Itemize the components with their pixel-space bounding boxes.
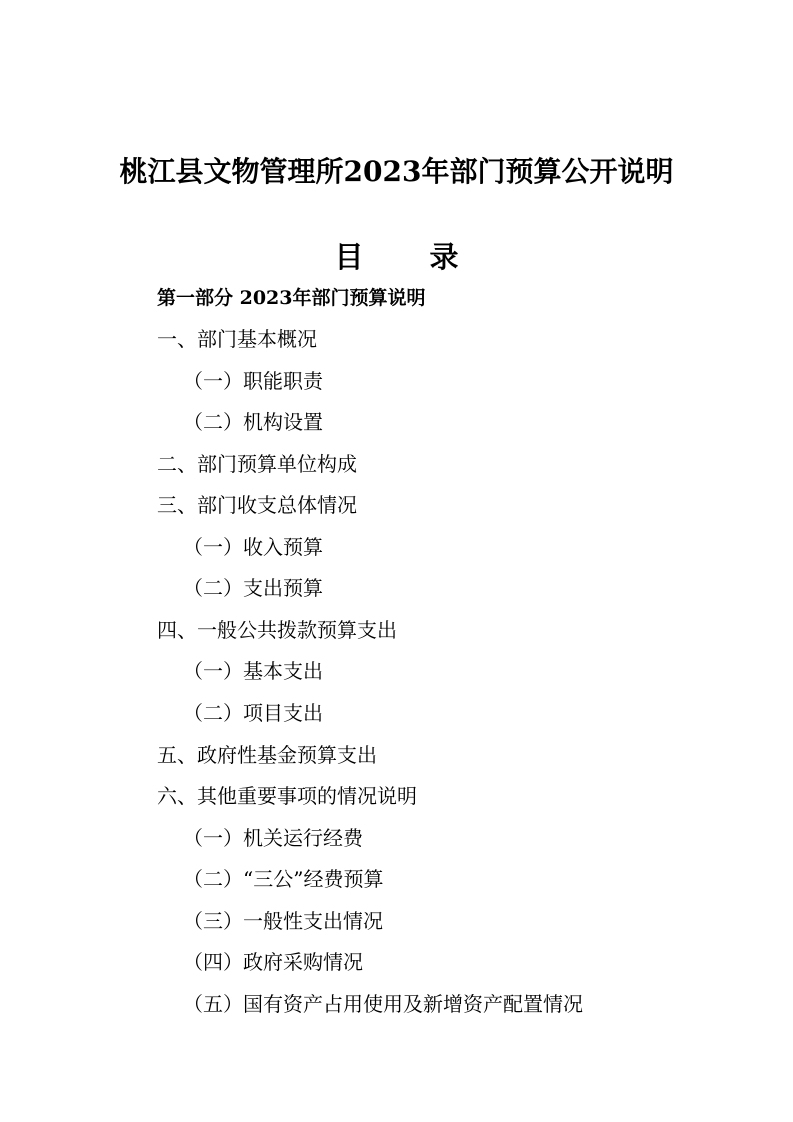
toc-part-heading: 第一部分 2023年部门预算说明: [157, 287, 426, 309]
toc-subsection-item: （一）职能职责: [183, 369, 323, 393]
toc-section-item: 三、部门收支总体情况: [157, 493, 357, 517]
toc-subsection-item: （一）收入预算: [183, 535, 323, 559]
toc-subsection-item: （二）项目支出: [183, 701, 323, 725]
toc-subsection-item: （二）“三公”经费预算: [183, 867, 384, 891]
toc-section-item: 四、一般公共拨款预算支出: [157, 618, 397, 642]
toc-subsection-item: （一）基本支出: [183, 659, 323, 683]
toc-subsection-item: （一）机关运行经费: [183, 826, 363, 850]
toc-subsection-item: （二）支出预算: [183, 576, 323, 600]
toc-section-item: 二、部门预算单位构成: [157, 452, 357, 476]
toc-subsection-item: （二）机构设置: [183, 410, 323, 434]
toc-subsection-item: （四）政府采购情况: [183, 950, 363, 974]
toc-section-item: 六、其他重要事项的情况说明: [157, 784, 417, 808]
document-title: 桃江县文物管理所2023年部门预算公开说明: [119, 155, 674, 188]
toc-heading: 目 录: [334, 240, 487, 274]
toc-subsection-item: （五）国有资产占用使用及新增资产配置情况: [183, 992, 583, 1016]
toc-section-item: 五、政府性基金预算支出: [157, 743, 377, 767]
toc-subsection-item: （三）一般性支出情况: [183, 909, 383, 933]
toc-section-item: 一、部门基本概况: [157, 327, 317, 351]
